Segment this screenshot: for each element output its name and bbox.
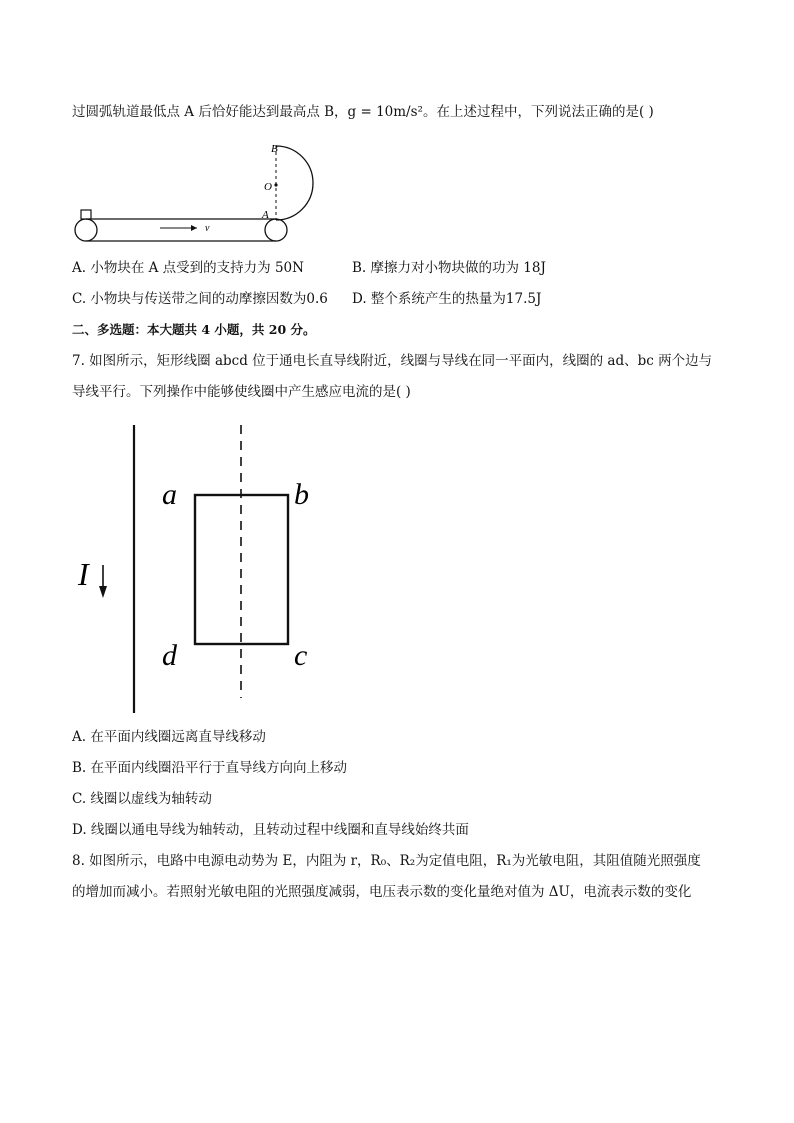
- semicircle-track: [276, 146, 313, 220]
- right-roller: [265, 219, 287, 241]
- label-I: I: [78, 556, 89, 592]
- label-B: B: [271, 143, 278, 155]
- q6-option-c: C. 小物块与传送带之间的动摩擦因数为0.6: [72, 291, 328, 307]
- q6-option-b: B. 摩擦力对小物块做的功为 18J: [352, 260, 546, 276]
- label-O: O: [264, 181, 272, 193]
- q7-option-b: B. 在平面内线圈沿平行于直导线方向向上移动: [72, 760, 348, 776]
- q6-stem: 过圆弧轨道最低点 A 后恰好能达到最高点 B，g = 10m/s²。在上述过程中，下列说法正确的是( ): [72, 104, 654, 120]
- label-A: A: [262, 209, 269, 221]
- center-point-O: [274, 183, 277, 186]
- current-arrowhead: [99, 586, 107, 598]
- left-roller: [75, 219, 97, 241]
- label-d: d: [162, 639, 177, 672]
- q7-stem-line2: 导线平行。下列操作中能够使线圈中产生感应电流的是( ): [72, 384, 411, 400]
- q7-option-a: A. 在平面内线圈远离直导线移动: [72, 729, 266, 745]
- q6-option-a: A. 小物块在 A 点受到的支持力为 50N: [72, 260, 304, 276]
- label-c: c: [294, 639, 308, 672]
- q8-stem-line1: 8. 如图所示，电路中电源电动势为 E，内阻为 r，R₀、R₂为定值电阻，R₁为光敏电阻，其阻值随光照强度: [72, 853, 701, 869]
- q8-stem-line2: 的增加而减小。若照射光敏电阻的光照强度减弱，电压表示数的变化量绝对值为 ΔU，电流表示数的变化: [72, 884, 692, 900]
- label-b: b: [294, 478, 309, 511]
- label-v: v: [205, 223, 210, 234]
- label-a: a: [162, 478, 177, 511]
- small-block: [81, 210, 91, 219]
- q7-option-c: C. 线圈以虚线为轴转动: [72, 791, 212, 807]
- section-heading: 二、多选题：本大题共 4 小题，共 20 分。: [72, 322, 316, 337]
- coil-figure: [70, 420, 330, 720]
- velocity-arrowhead: [191, 225, 197, 231]
- q7-stem-line1: 7. 如图所示，矩形线圈 abcd 位于通电长直导线附近，线圈与导线在同一平面内，线圈的 ad、bc 两个边与: [72, 353, 713, 369]
- q7-option-d: D. 线圈以通电导线为轴转动，且转动过程中线圈和直导线始终共面: [72, 822, 469, 838]
- conveyor-figure: [60, 134, 360, 254]
- q6-option-d: D. 整个系统产生的热量为17.5J: [352, 291, 542, 307]
